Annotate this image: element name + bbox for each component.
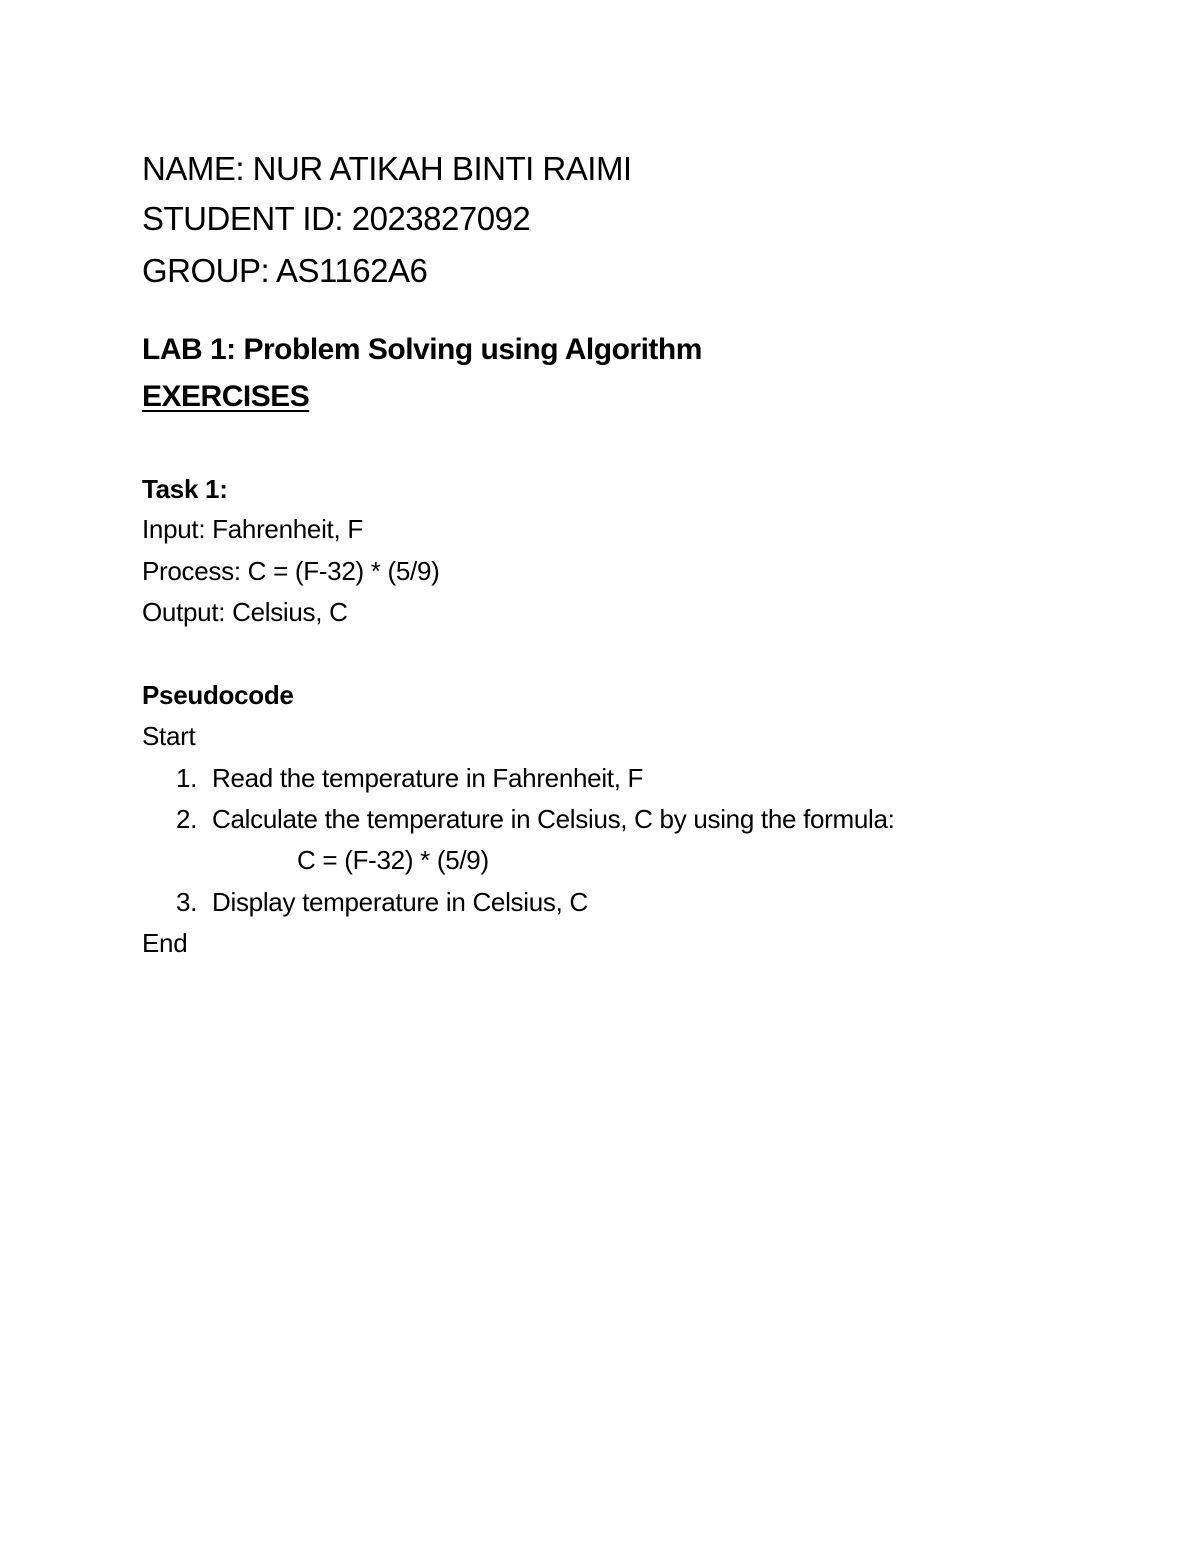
lab-title: LAB 1: Problem Solving using Algorithm bbox=[142, 333, 702, 366]
step-number: 1. bbox=[176, 763, 198, 793]
pseudocode-start: Start bbox=[142, 721, 196, 751]
task-output: Output: Celsius, C bbox=[142, 597, 348, 627]
exercises-heading: EXERCISES bbox=[142, 380, 310, 413]
student-id: STUDENT ID: 2023827092 bbox=[142, 200, 531, 237]
pseudocode-step-3 bbox=[176, 889, 588, 915]
pseudocode-label: Pseudocode bbox=[142, 680, 294, 710]
step-number: 3. bbox=[176, 887, 198, 917]
pseudocode-end: End bbox=[142, 928, 188, 958]
step-text: Calculate the temperature in Celsius, C by using the formula: bbox=[212, 804, 895, 834]
pseudocode-step-1 bbox=[176, 765, 643, 791]
step-text: Display temperature in Celsius, C bbox=[212, 887, 588, 917]
step-number: 2. bbox=[176, 804, 198, 834]
student-name: NAME: NUR ATIKAH BINTI RAIMI bbox=[142, 150, 632, 187]
pseudocode-step-2 bbox=[176, 806, 895, 832]
pseudocode-formula: C = (F-32) * (5/9) bbox=[297, 845, 489, 875]
task-process: Process: C = (F-32) * (5/9) bbox=[142, 556, 440, 586]
step-text: Read the temperature in Fahrenheit, F bbox=[212, 763, 644, 793]
task-input: Input: Fahrenheit, F bbox=[142, 514, 363, 544]
task-label: Task 1: bbox=[142, 474, 228, 504]
student-group: GROUP: AS1162A6 bbox=[142, 252, 428, 289]
